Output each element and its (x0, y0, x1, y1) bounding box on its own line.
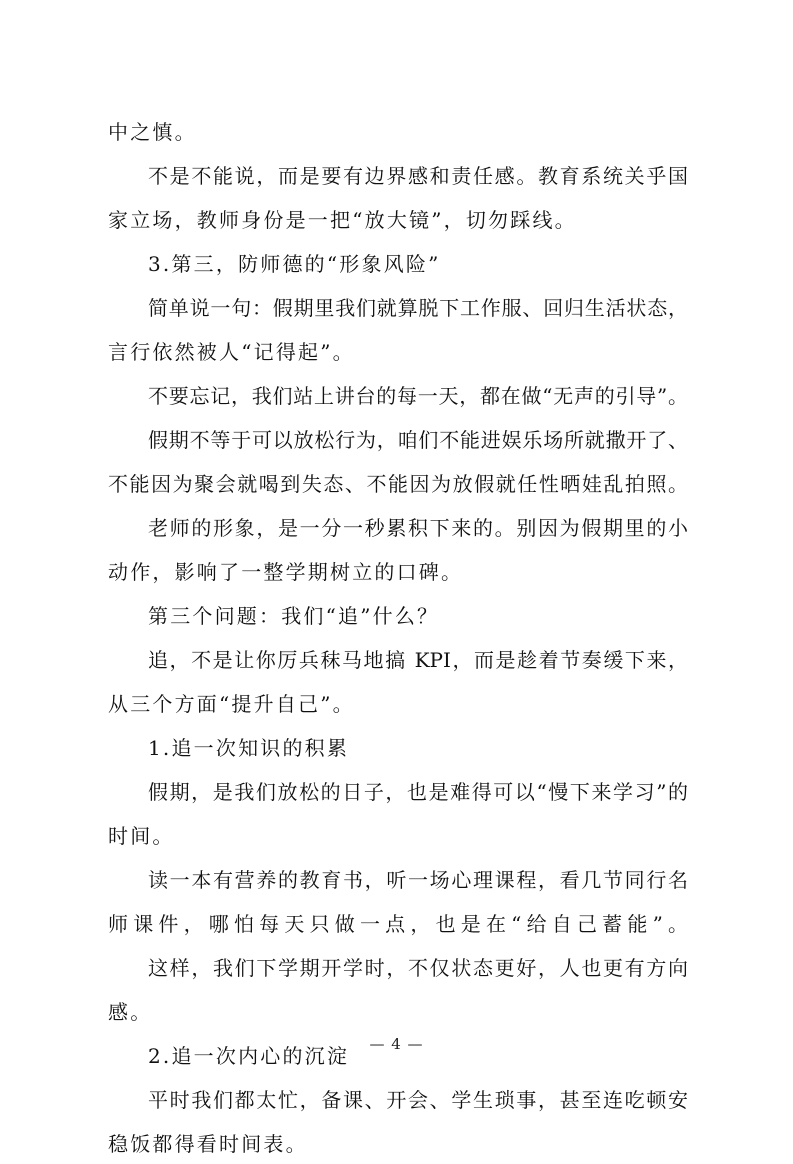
text-line-8: 假期不等于可以放松行为，咱们不能进娱乐场所就撒开了、 (148, 428, 688, 452)
text-line-23: 平时我们都太忙，备课、开会、学生琐事，甚至连吃顿安 (148, 1088, 688, 1112)
text-line-7: 不要忘记，我们站上讲台的每一天，都在做“无声的引导”。 (148, 384, 688, 408)
text-line-14: 从三个方面“提升自己”。 (108, 692, 355, 716)
text-line-6: 言行依然被人“记得起”。 (108, 340, 355, 364)
question-heading-3: 第三个问题：我们“追”什么？ (148, 604, 440, 628)
text-line-3: 家立场，教师身份是一把“放大镜”，切勿踩线。 (108, 208, 577, 232)
text-line-5: 简单说一句：假期里我们就算脱下工作服、回归生活状态， (148, 296, 688, 320)
text-line-9: 不能因为聚会就喝到失态、不能因为放假就任性晒娃乱拍照。 (108, 472, 688, 496)
text-line-13: 追，不是让你厉兵秣马地搞 KPI，而是趁着节奏缓下来， (148, 648, 688, 672)
section-heading-3: 3.第三，防师德的“形象风险” (148, 252, 441, 276)
page-number: — 4 — (369, 1035, 424, 1053)
text-line-20: 这样，我们下学期开学时，不仅状态更好，人也更有方向 (148, 956, 688, 980)
text-line-17: 时间。 (108, 824, 175, 848)
text-line-1: 中之慎。 (108, 120, 197, 144)
text-line-16: 假期，是我们放松的日子，也是难得可以“慢下来学习”的 (148, 780, 688, 804)
text-line-21: 感。 (108, 1000, 153, 1024)
text-line-24: 稳饭都得看时间表。 (108, 1132, 308, 1156)
text-line-18: 读一本有营养的教育书，听一场心理课程，看几节同行名 (148, 868, 688, 892)
subheading-1: 1.追一次知识的积累 (148, 736, 350, 760)
text-line-10: 老师的形象，是一分一秒累积下来的。别因为假期里的小 (148, 516, 688, 540)
text-line-19: 师课件，哪怕每天只做一点，也是在“给自己蓄能”。 (108, 912, 688, 936)
subheading-2: 2.追一次内心的沉淀 (148, 1044, 350, 1068)
text-line-2: 不是不能说，而是要有边界感和责任感。教育系统关乎国 (148, 164, 688, 188)
text-line-11: 动作，影响了一整学期树立的口碑。 (108, 560, 464, 584)
